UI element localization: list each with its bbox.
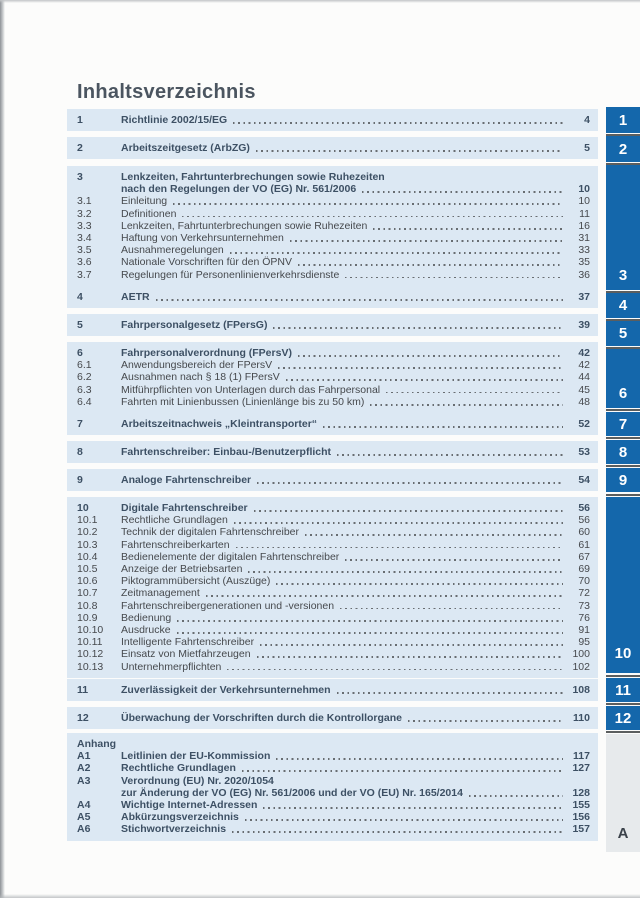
thumb-tab-10: 10 bbox=[606, 497, 640, 673]
toc-entry-page-number: 72 bbox=[578, 587, 590, 600]
toc-entry-number: A5 bbox=[77, 811, 91, 824]
toc-entry-page-number: 100 bbox=[572, 648, 590, 661]
toc-entry-number: 5 bbox=[77, 319, 83, 331]
toc-entry-number: A6 bbox=[77, 823, 91, 836]
toc-entry bbox=[67, 244, 598, 256]
toc-entry-number: 10 bbox=[77, 502, 89, 514]
toc-entry-page-number: 37 bbox=[578, 291, 590, 303]
toc-entry-page-number: 54 bbox=[578, 474, 590, 486]
toc-entry-page-number: 91 bbox=[578, 624, 590, 637]
toc-entry-page-number: 56 bbox=[578, 514, 590, 527]
toc-entry-title: zur Änderung der VO (EG) Nr. 561/2006 und der VO (EU) Nr. 165/2014 bbox=[121, 786, 463, 799]
toc-entry-title: Zuverlässigkeit der Verkehrsunternehmen bbox=[121, 684, 331, 696]
toc-entry bbox=[67, 787, 598, 799]
toc-entry-page-number: 110 bbox=[573, 712, 590, 724]
toc-entry-number: A2 bbox=[77, 762, 91, 775]
dotted-leader bbox=[345, 277, 563, 279]
dotted-leader bbox=[236, 547, 563, 549]
toc-entry bbox=[67, 762, 598, 774]
toc-entry bbox=[67, 799, 598, 811]
toc-entry-number: 8 bbox=[77, 446, 83, 458]
dotted-leader bbox=[260, 644, 563, 646]
toc-entry bbox=[67, 171, 598, 183]
toc-entry-number: 1 bbox=[77, 114, 83, 126]
toc-entry-page-number: 45 bbox=[578, 383, 590, 396]
toc-entry-number: 10.11 bbox=[77, 636, 103, 649]
toc-section-label bbox=[67, 738, 598, 750]
toc-entry-title: Piktogrammübersicht (Auszüge) bbox=[121, 575, 271, 588]
tab-separator-line bbox=[606, 731, 640, 733]
toc-entry-title: Verordnung (EU) Nr. 2020/1054 bbox=[121, 774, 274, 787]
toc-entry bbox=[67, 600, 598, 612]
dotted-leader bbox=[340, 608, 563, 610]
toc-entry-number: 7 bbox=[77, 418, 83, 430]
toc-entry-title: Fahrpersonalverordnung (FPersV) bbox=[121, 347, 292, 359]
toc-block bbox=[67, 342, 598, 413]
toc-entry-number: A3 bbox=[77, 774, 91, 787]
thumb-tab-6: 6 bbox=[606, 349, 640, 408]
dotted-leader bbox=[257, 656, 563, 658]
toc-entry bbox=[67, 514, 598, 526]
toc-entry-number: 3.1 bbox=[77, 195, 92, 208]
toc-entry bbox=[67, 114, 598, 126]
toc-entry-page-number: 67 bbox=[578, 550, 590, 563]
toc-entry bbox=[67, 612, 598, 624]
toc-entry-number: 10.4 bbox=[77, 550, 98, 563]
dotted-leader bbox=[345, 559, 563, 561]
toc-entry bbox=[67, 142, 598, 154]
toc-entry-title: AETR bbox=[121, 291, 150, 303]
toc-entry-page-number: 156 bbox=[572, 811, 590, 824]
toc-entry-title: Fahrtenschreibergenerationen und -versionen bbox=[121, 599, 335, 612]
toc-entry-title: Anwendungsbereich der FPersV bbox=[121, 359, 273, 372]
toc-block bbox=[67, 314, 598, 336]
toc-entry-page-number: 52 bbox=[578, 418, 590, 430]
thumb-tab-1: 1 bbox=[606, 107, 640, 133]
toc-entry-page-number: 108 bbox=[572, 684, 590, 696]
dotted-leader bbox=[206, 595, 563, 597]
toc-entry bbox=[67, 384, 598, 396]
toc-entry-page-number: 48 bbox=[578, 395, 590, 408]
page-title: Inhaltsverzeichnis bbox=[77, 81, 256, 103]
dotted-leader bbox=[373, 228, 563, 230]
scan-edge-bottom bbox=[0, 894, 640, 898]
toc-entry-page-number: 39 bbox=[578, 319, 590, 331]
toc-entry-page-number: 10 bbox=[578, 183, 590, 196]
toc-entry-number: 11 bbox=[77, 684, 89, 696]
dotted-leader bbox=[156, 299, 563, 301]
dotted-leader bbox=[276, 583, 563, 585]
toc-entry-number: 6.4 bbox=[77, 395, 92, 408]
toc-entry-page-number: 128 bbox=[572, 786, 590, 799]
toc-entry-title: Intelligente Fahrtenschreiber bbox=[121, 636, 255, 649]
dotted-leader bbox=[177, 620, 563, 622]
toc-entry-title: Arbeitszeitgesetz (ArbZG) bbox=[121, 142, 250, 154]
toc-entry bbox=[67, 563, 598, 575]
toc-entry bbox=[67, 208, 598, 220]
toc-entry bbox=[67, 359, 598, 371]
toc-entry bbox=[67, 418, 598, 430]
thumb-tab-11: 11 bbox=[606, 678, 640, 702]
dotted-leader bbox=[234, 522, 563, 524]
dotted-leader bbox=[278, 367, 563, 369]
toc-block bbox=[67, 137, 598, 159]
toc-block bbox=[67, 441, 598, 463]
toc-block bbox=[67, 679, 598, 701]
toc-entry-number: 3 bbox=[77, 171, 83, 183]
toc-entry-number: 3.6 bbox=[77, 256, 92, 269]
dotted-leader bbox=[230, 252, 563, 254]
toc-entry bbox=[67, 195, 598, 207]
toc-entry-title: Technik der digitalen Fahrtenschreiber bbox=[121, 526, 300, 539]
toc-entry-title: Analoge Fahrtenschreiber bbox=[121, 474, 252, 486]
tab-separator-line bbox=[606, 494, 640, 496]
toc-entry-title: Regelungen für Personenlinienverkehrsdienste bbox=[121, 268, 340, 281]
toc-entry-page-number: 11 bbox=[579, 207, 590, 220]
toc-entry-page-number: 16 bbox=[578, 219, 590, 232]
dotted-leader bbox=[298, 264, 563, 266]
toc-entry-page-number: 53 bbox=[578, 446, 590, 458]
toc-entry-number: 2 bbox=[77, 142, 83, 154]
toc-block bbox=[67, 166, 598, 286]
toc-block bbox=[67, 286, 598, 308]
toc-entry bbox=[67, 775, 598, 787]
dotted-leader bbox=[273, 327, 563, 329]
dotted-leader bbox=[227, 669, 563, 671]
toc-entry-page-number: 69 bbox=[578, 563, 590, 576]
tab-separator-line bbox=[606, 703, 640, 705]
dotted-leader bbox=[469, 795, 563, 797]
toc-entry-page-number: 31 bbox=[578, 232, 590, 245]
toc-entry-title: Stichwortverzeichnis bbox=[121, 823, 227, 836]
toc-entry bbox=[67, 539, 598, 551]
toc-entry-number: 10.2 bbox=[77, 526, 98, 539]
toc-entry-page-number: 76 bbox=[578, 611, 590, 624]
toc-entry-page-number: 35 bbox=[578, 256, 590, 269]
toc-entry-page-number: 127 bbox=[572, 762, 590, 775]
toc-entry-title: Unternehmerpflichten bbox=[121, 660, 222, 673]
toc-entry-number: A4 bbox=[77, 799, 91, 812]
dotted-leader bbox=[337, 692, 563, 694]
toc-entry-title: Fahrpersonalgesetz (FPersG) bbox=[121, 319, 268, 331]
thumb-tab-3: 3 bbox=[606, 165, 640, 290]
toc-entry bbox=[67, 291, 598, 303]
thumb-tab-5: 5 bbox=[606, 321, 640, 346]
toc-entry-number: 10.10 bbox=[77, 624, 104, 637]
dotted-leader bbox=[242, 770, 563, 772]
dotted-leader bbox=[290, 240, 563, 242]
toc-entry-title: Leitlinien der EU-Kommission bbox=[121, 750, 271, 763]
toc-entry-title: Bedienelemente der digitalen Fahrtenschreiber bbox=[121, 550, 340, 563]
dotted-leader bbox=[286, 379, 563, 381]
toc-entry bbox=[67, 823, 598, 835]
dotted-leader bbox=[386, 392, 563, 394]
toc-entry-page-number: 56 bbox=[578, 502, 590, 514]
toc-entry-page-number: 44 bbox=[578, 371, 590, 384]
toc-entry bbox=[67, 526, 598, 538]
toc-entry bbox=[67, 502, 598, 514]
toc-entry-number: 3.5 bbox=[77, 244, 92, 257]
toc-entry-number: 6 bbox=[77, 347, 83, 359]
toc-entry bbox=[67, 183, 598, 195]
toc-entry-title: Digitale Fahrtenschreiber bbox=[121, 502, 248, 514]
dotted-leader bbox=[408, 720, 563, 722]
toc-entry-title: Nationale Vorschriften für den ÖPNV bbox=[121, 256, 293, 269]
toc-entry-title: Überwachung der Vorschriften durch die Kontrollorgane bbox=[121, 712, 403, 724]
toc-entry-title: Ausnahmen nach § 18 (1) FPersV bbox=[121, 371, 280, 384]
toc-entry bbox=[67, 712, 598, 724]
toc-entry-page-number: 117 bbox=[573, 750, 590, 763]
dotted-leader bbox=[173, 203, 563, 205]
toc-entry-number: 10.12 bbox=[77, 648, 104, 661]
thumb-tab-a: A bbox=[606, 734, 640, 852]
toc-entry-title: Mitführpflichten von Unterlagen durch das Fahrpersonal bbox=[121, 383, 381, 396]
toc-entry bbox=[67, 648, 598, 660]
toc-entry-title: Rechtliche Grundlagen bbox=[121, 762, 236, 775]
toc-entry-number: 3.7 bbox=[77, 268, 92, 281]
dotted-leader bbox=[182, 216, 563, 218]
dotted-leader bbox=[362, 191, 563, 193]
toc-entry-page-number: 5 bbox=[584, 142, 590, 154]
dotted-leader bbox=[298, 355, 563, 357]
scan-edge-left bbox=[0, 0, 5, 898]
toc-entry-number: 10.3 bbox=[77, 538, 98, 551]
toc-entry bbox=[67, 269, 598, 281]
toc-entry-title: Arbeitszeitnachweis „Kleintransporter“ bbox=[121, 418, 318, 430]
toc-entry-page-number: 33 bbox=[578, 244, 590, 257]
dotted-leader bbox=[276, 758, 563, 760]
toc-block bbox=[67, 733, 598, 841]
toc-entry-title: Wichtige Internet-Adressen bbox=[121, 799, 258, 812]
dotted-leader bbox=[337, 454, 563, 456]
toc-entry bbox=[67, 371, 598, 383]
toc-entry bbox=[67, 396, 598, 408]
toc-entry bbox=[67, 474, 598, 486]
toc-entry-page-number: 157 bbox=[572, 823, 590, 836]
toc-entry-number: 4 bbox=[77, 291, 83, 303]
toc-entry bbox=[67, 575, 598, 587]
toc-entry bbox=[67, 446, 598, 458]
toc-entry-page-number: 73 bbox=[578, 599, 590, 612]
dotted-leader bbox=[257, 482, 563, 484]
toc-entry-page-number: 70 bbox=[578, 575, 590, 588]
thumb-tab-9: 9 bbox=[606, 468, 640, 492]
toc-entry bbox=[67, 624, 598, 636]
toc-entry-title: Richtlinie 2002/15/EG bbox=[121, 114, 228, 126]
toc-block bbox=[67, 497, 598, 678]
toc-entry-number: 6.2 bbox=[77, 371, 92, 384]
toc-entry-title: Lenkzeiten, Fahrtunterbrechungen sowie Ruhezeiten bbox=[121, 171, 385, 183]
dotted-leader bbox=[254, 510, 563, 512]
tab-separator-line bbox=[606, 465, 640, 467]
toc-entry-number: 10.13 bbox=[77, 660, 104, 673]
dotted-leader bbox=[263, 807, 563, 809]
toc-entry bbox=[67, 636, 598, 648]
toc-entry bbox=[67, 347, 598, 359]
toc-entry-title: Anhang bbox=[77, 738, 117, 750]
dotted-leader bbox=[323, 426, 563, 428]
toc-entry bbox=[67, 232, 598, 244]
dotted-leader bbox=[305, 534, 563, 536]
toc-entry-page-number: 102 bbox=[572, 660, 590, 673]
toc-entry-title: Rechtliche Grundlagen bbox=[121, 514, 228, 527]
dotted-leader bbox=[177, 632, 563, 634]
toc-entry-number: 9 bbox=[77, 474, 83, 486]
toc-block bbox=[67, 413, 598, 435]
toc-entry bbox=[67, 256, 598, 268]
tab-separator-line bbox=[606, 675, 640, 677]
toc-entry bbox=[67, 811, 598, 823]
toc-entry-title: Einleitung bbox=[121, 195, 168, 208]
toc-entry-title: Haftung von Verkehrsunternehmen bbox=[121, 232, 284, 245]
tab-separator-line bbox=[606, 437, 640, 439]
toc-entry-page-number: 42 bbox=[578, 359, 590, 372]
toc-entry-page-number: 60 bbox=[578, 526, 590, 539]
toc-entry-title: Fahrtenschreiber: Einbau-/Benutzerpflicht bbox=[121, 446, 332, 458]
toc-entry-number: 3.3 bbox=[77, 219, 92, 232]
toc-block bbox=[67, 707, 598, 729]
toc-entry bbox=[67, 661, 598, 673]
toc-entry bbox=[67, 750, 598, 762]
toc-entry-title: Ausdrucke bbox=[121, 624, 171, 637]
toc-entry bbox=[67, 587, 598, 599]
toc-entry-number: 10.7 bbox=[77, 587, 98, 600]
toc-entry-title: Fahrten mit Linienbussen (Linienlänge bis zu 50 km) bbox=[121, 395, 365, 408]
thumb-tab-7: 7 bbox=[606, 412, 640, 436]
dotted-leader bbox=[370, 404, 563, 406]
toc-entry-number: 3.4 bbox=[77, 232, 92, 245]
dotted-leader bbox=[256, 150, 563, 152]
toc-entry-title: Einsatz von Mietfahrzeugen bbox=[121, 648, 251, 661]
toc-entry-page-number: 36 bbox=[578, 268, 590, 281]
toc-entry-page-number: 4 bbox=[584, 114, 590, 126]
toc-entry-page-number: 42 bbox=[578, 347, 590, 359]
toc-entry-title: Bedienung bbox=[121, 611, 172, 624]
dotted-leader bbox=[245, 819, 563, 821]
toc-entry-page-number: 10 bbox=[578, 195, 590, 208]
toc-entry-number: 10.5 bbox=[77, 563, 98, 576]
toc-entry-title: Zeitmanagement bbox=[121, 587, 200, 600]
toc-entry-number: 10.9 bbox=[77, 611, 98, 624]
toc-entry-number: 3.2 bbox=[77, 207, 92, 220]
toc-entry-title: Anzeige der Betriebsarten bbox=[121, 563, 243, 576]
toc-entry bbox=[67, 220, 598, 232]
thumb-tab-4: 4 bbox=[606, 293, 640, 318]
toc-entry-number: 10.6 bbox=[77, 575, 98, 588]
thumb-tab-2: 2 bbox=[606, 136, 640, 162]
toc-entry-number: A1 bbox=[77, 750, 91, 763]
toc-entry-page-number: 61 bbox=[578, 538, 590, 551]
dotted-leader bbox=[232, 831, 563, 833]
toc-entry bbox=[67, 319, 598, 331]
toc-entry-title: Abkürzungsverzeichnis bbox=[121, 811, 239, 824]
toc-entry-title: Lenkzeiten, Fahrtunterbrechungen sowie Ruhezeiten bbox=[121, 219, 368, 232]
thumb-tab-12: 12 bbox=[606, 706, 640, 730]
scan-edge-top bbox=[0, 0, 640, 3]
toc-entry-number: 6.1 bbox=[77, 359, 92, 372]
toc-entry-page-number: 95 bbox=[578, 636, 590, 649]
toc-block bbox=[67, 109, 598, 131]
toc-entry-number: 10.1 bbox=[77, 514, 98, 527]
toc-entry-page-number: 155 bbox=[572, 799, 590, 812]
toc-entry-title: Definitionen bbox=[121, 207, 177, 220]
toc-entry-title: nach den Regelungen der VO (EG) Nr. 561/2006 bbox=[121, 183, 357, 196]
toc-entry-number: 10.8 bbox=[77, 599, 98, 612]
dotted-leader bbox=[233, 122, 563, 124]
toc-block bbox=[67, 469, 598, 491]
toc-entry-title: Ausnahmeregelungen bbox=[121, 244, 224, 257]
toc-entry-number: 12 bbox=[77, 712, 89, 724]
toc-entry bbox=[67, 684, 598, 696]
tab-separator-line bbox=[606, 409, 640, 411]
thumb-tab-8: 8 bbox=[606, 440, 640, 464]
dotted-leader bbox=[248, 571, 563, 573]
toc-entry bbox=[67, 551, 598, 563]
toc-entry-number: 6.3 bbox=[77, 383, 92, 396]
toc-entry-title: Fahrtenschreiberkarten bbox=[121, 538, 230, 551]
